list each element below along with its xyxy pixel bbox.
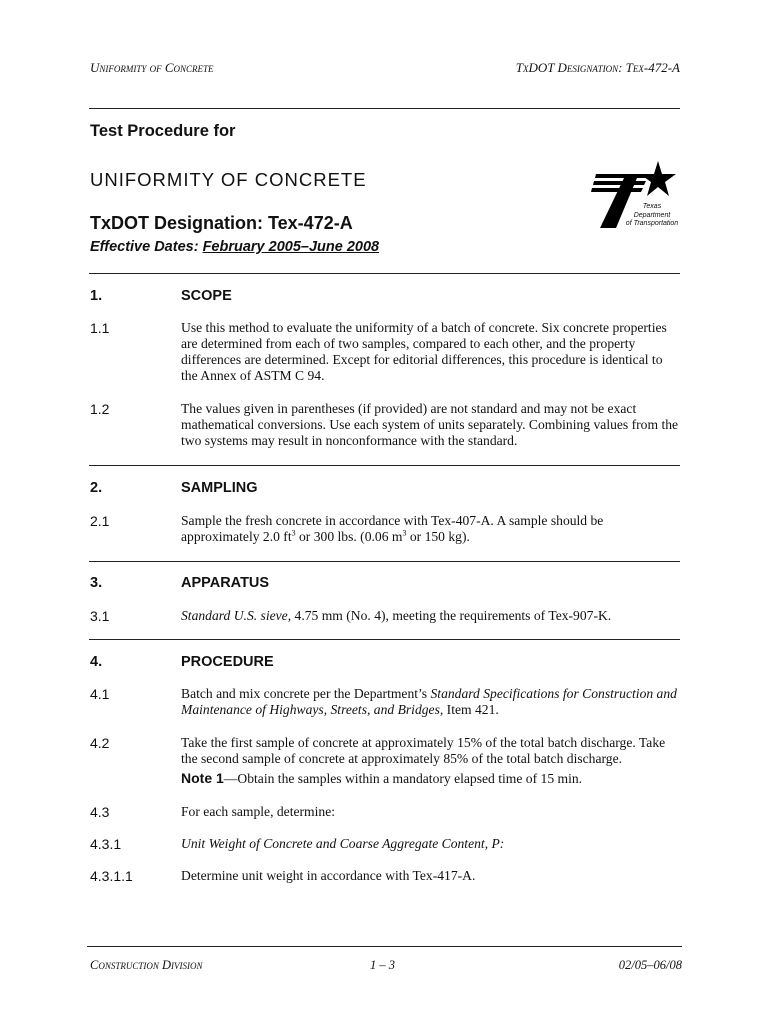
effective-dates <box>90 239 379 255</box>
text-run-italic: Standard Specifications for Construction and Maintenance of Highways, Streets, and Bridges, <box>181 686 677 717</box>
page-number: 1 – 3 <box>370 958 395 972</box>
test-procedure-label: Test Procedure for <box>90 122 236 140</box>
item-text: The values given in parentheses (if provided) are not standard and may not be exact mathematical conversions. Use each system of units separately. Combining values from the two systems may result in nonconformance with the standard. <box>181 401 679 448</box>
item-text <box>181 608 681 624</box>
item-number: 2.1 <box>90 513 110 529</box>
item-text: Use this method to evaluate the uniformity of a batch of concrete. Six concrete properties are determined from each of two samples, compared to each other, and the property differences are determined. Except for editorial differences, this procedure is identical to the Annex of ASTM C 94. <box>181 320 667 383</box>
section-rule <box>89 561 680 562</box>
superscript: 3 <box>402 528 407 538</box>
note-text: —Obtain the samples within a mandatory elapsed time of 15 min. <box>223 771 583 786</box>
item-number: 4.3.1 <box>90 836 122 852</box>
section-heading-sampling: SAMPLING <box>181 480 258 496</box>
txdot-logo-text <box>624 203 680 229</box>
footer-rule <box>87 946 682 947</box>
section-rule <box>89 465 680 466</box>
text-run-italic: Standard U.S. sieve, <box>181 608 292 623</box>
section-heading-scope: SCOPE <box>181 288 232 304</box>
effective-dates-value: February 2005–June 2008 <box>202 239 380 255</box>
item-text <box>181 686 681 718</box>
section-number: 1. <box>90 288 103 304</box>
item-number: 1.1 <box>90 320 110 336</box>
item-text: For each sample, determine: <box>181 804 336 819</box>
logo-line-transportation: of Transportation <box>625 220 679 227</box>
header-document-title: Uniformity of Concrete <box>90 60 214 75</box>
item-number: 1.2 <box>90 401 110 417</box>
logo-line-department: Department <box>633 211 671 219</box>
note <box>181 770 681 787</box>
effective-dates-label: Effective Dates: <box>90 239 203 255</box>
item-number: 3.1 <box>90 608 110 624</box>
item-text <box>181 513 681 545</box>
item-text: Take the first sample of concrete at approximately 15% of the total batch discharge. Take the second sample of concrete at approximately 85% of the total batch discharge. <box>181 735 666 766</box>
text-run: Batch and mix concrete per the Department’s <box>181 686 431 701</box>
section-heading-procedure: PROCEDURE <box>181 654 274 670</box>
item-text: Unit Weight of Concrete and Coarse Aggregate Content, P: <box>181 836 505 851</box>
section-rule <box>89 273 680 274</box>
item-number: 4.1 <box>90 686 110 702</box>
running-header <box>90 60 680 78</box>
item-text: Determine unit weight in accordance with Tex-417-A. <box>181 868 476 883</box>
page-title: UNIFORMITY OF CONCRETE <box>90 169 367 190</box>
text-run: or 150 kg). <box>406 529 470 544</box>
designation: TxDOT Designation: Tex-472-A <box>90 213 353 233</box>
text-run: 4.75 mm (No. 4), meeting the requirements of Tex-907-K. <box>291 608 612 623</box>
superscript: 3 <box>291 528 296 538</box>
section-number: 3. <box>90 575 103 591</box>
section-number: 2. <box>90 480 103 496</box>
txdot-logo <box>588 158 686 230</box>
header-designation: TxDOT Designation: Tex-472-A <box>515 60 680 75</box>
text-run: Item 421. <box>443 702 499 717</box>
logo-line-texas: Texas <box>642 203 662 210</box>
item-number: 4.3 <box>90 804 110 820</box>
item-number: 4.3.1.1 <box>90 868 133 884</box>
section-heading-apparatus: APPARATUS <box>181 575 270 591</box>
footer-dates: 02/05–06/08 <box>618 958 682 972</box>
footer-division: Construction Division <box>90 958 203 972</box>
text-run: Sample the fresh concrete in accordance with Tex-407-A. A sample should be approximately 2.0 ft <box>181 513 604 544</box>
item-number: 4.2 <box>90 735 110 751</box>
page-footer <box>88 958 682 974</box>
text-run: or 300 lbs. (0.06 m <box>295 529 403 544</box>
section-number: 4. <box>90 654 103 670</box>
section-rule <box>89 639 680 640</box>
header-rule <box>89 108 680 109</box>
note-label: Note 1 <box>181 770 224 786</box>
